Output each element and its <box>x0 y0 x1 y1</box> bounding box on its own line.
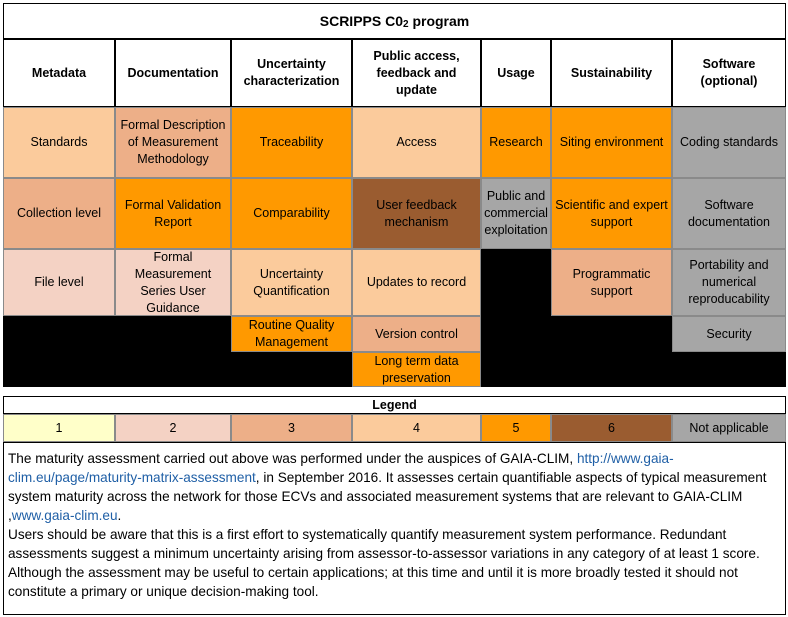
cell-user-guidance: Formal Measurement Series User Guidance <box>115 249 231 316</box>
page-title: SCRIPPS $C0_2$ program <box>3 3 786 39</box>
cell-traceability: Traceability <box>231 107 352 178</box>
cell-formal-validation: Formal Validation Report <box>115 178 231 249</box>
cell-formal-description: Formal Description of Measurement Methodology <box>115 107 231 178</box>
cell-public-commercial: Public and commercial exploitation <box>481 178 551 249</box>
cell-collection-level: Collection level <box>3 178 115 249</box>
header-public-access: Public access, feedback and update <box>352 39 481 107</box>
cell-comparability: Comparability <box>231 178 352 249</box>
cell-research: Research <box>481 107 551 178</box>
cell-empty-usage <box>481 249 551 387</box>
cell-uncertainty-quantification: Uncertainty Quantification <box>231 249 352 316</box>
cell-software-documentation: Software documentation <box>672 178 786 249</box>
gaia-clim-link[interactable]: www.gaia-clim.eu <box>11 508 118 523</box>
legend <box>3 414 786 442</box>
header-software: Software (optional) <box>672 39 786 107</box>
header-uncertainty: Uncertainty characterization <box>231 39 352 107</box>
header-documentation: Documentation <box>115 39 231 107</box>
legend-item-6: 6 <box>551 414 672 442</box>
header-sustainability: Sustainability <box>551 39 672 107</box>
legend-title: Legend <box>3 396 786 414</box>
cell-long-term-preservation: Long term data preservation <box>352 352 481 387</box>
legend-item-3: 3 <box>231 414 352 442</box>
cell-scientific-support: Scientific and expert support <box>551 178 672 249</box>
cell-programmatic-support: Programmatic support <box>551 249 672 316</box>
cell-empty-uncertainty <box>231 352 352 387</box>
legend-item-2: 2 <box>115 414 231 442</box>
cell-access: Access <box>352 107 481 178</box>
disclaimer-note: The maturity assessment carried out above was performed under the auspices of GAIA-CLIM, http://www.gaia-clim.eu/page/maturity-matrix-assessment, in September 2016. It assesses certain quantifiable aspects of typical measurement system maturity across the network for those ECVs and associated measurement systems that are relevant to GAIA-CLIM ,www.gaia-clim.eu. Users should be aware that this is a first effort to systematically quantify measurement system performance. Redundant assessments suggest a minimum uncertainty arising from assessor-to-assessor variations in any category of at least 1 score. Although the assessment may be useful to certain applications; at this time and until it is more broadly tested it should not constitute a primary or unique decision-making tool. <box>3 442 786 615</box>
maturity-matrix <box>3 39 786 387</box>
cell-routine-quality: Routine Quality Management <box>231 316 352 352</box>
cell-coding-standards: Coding standards <box>672 107 786 178</box>
maturity-matrix-link[interactable]: http://www.gaia-clim.eu/page/maturity-matrix-assessment <box>8 451 674 485</box>
legend-item-not-applicable: Not applicable <box>672 414 786 442</box>
cell-empty-metadata-doc <box>3 316 231 387</box>
legend-item-1: 1 <box>3 414 115 442</box>
cell-portability: Portability and numerical reproducability <box>672 249 786 316</box>
cell-user-feedback: User feedback mechanism <box>352 178 481 249</box>
cell-updates-to-record: Updates to record <box>352 249 481 316</box>
legend-item-4: 4 <box>352 414 481 442</box>
cell-security: Security <box>672 316 786 352</box>
cell-version-control: Version control <box>352 316 481 352</box>
cell-siting-environment: Siting environment <box>551 107 672 178</box>
cell-empty-software <box>672 352 786 387</box>
cell-standards: Standards <box>3 107 115 178</box>
legend-item-5: 5 <box>481 414 551 442</box>
header-metadata: Metadata <box>3 39 115 107</box>
disclaimer-paragraph-2: Users should be aware that this is a first effort to systematically quantify measurement system performance. Redundant assessments suggest a minimum uncertainty arising from assessor-to-assessor variations in any category of at least 1 score. Although the assessment may be useful to certain applications; at this time and until it is more broadly tested it should not constitute a primary or unique decision-making tool. <box>8 527 760 599</box>
header-usage: Usage <box>481 39 551 107</box>
cell-empty-sustainability <box>551 316 672 387</box>
cell-file-level: File level <box>3 249 115 316</box>
